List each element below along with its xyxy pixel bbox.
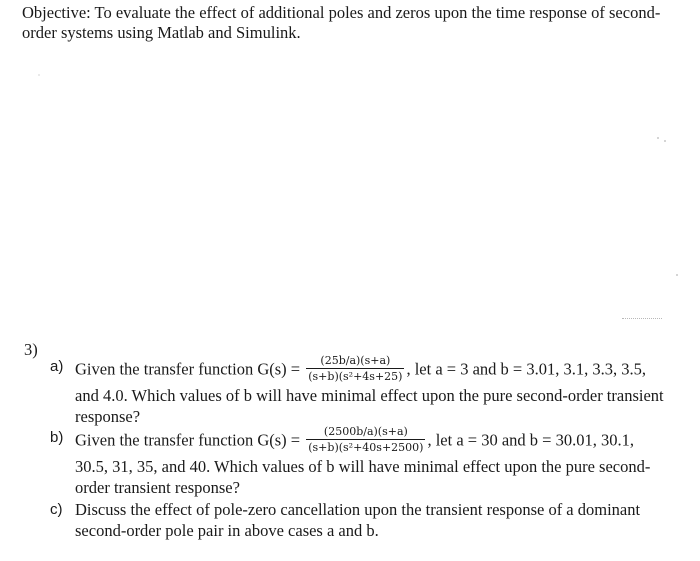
part-a-fraction: [306, 354, 404, 383]
part-a-suffix: , let a = 3 and b = 3.01, 3.1, 3.3, 3.5,: [406, 359, 646, 379]
part-c-text: Discuss the effect of pole-zero cancellation upon the transient response of a dominant second-order pole pair in above cases a and b.: [75, 500, 641, 540]
part-b-first-line: [75, 427, 680, 456]
scan-speck: [657, 137, 659, 139]
part-b-denominator: (s+b)(s²+40s+2500): [308, 441, 424, 454]
part-b-suffix: , let a = 30 and b = 30.01, 30.1,: [427, 430, 634, 450]
part-a-first-line: [75, 356, 680, 385]
part-a-letter: a): [50, 358, 64, 375]
part-c-letter: c): [50, 501, 63, 518]
scan-speck: [664, 140, 666, 142]
part-b-letter: b): [50, 429, 64, 446]
part-a-rest: and 4.0. Which values of b will have minimal effect upon the pure second-order transient response?: [75, 386, 664, 426]
part-a-denominator: (s+b)(s²+4s+25): [308, 370, 403, 383]
scan-speck: [38, 74, 40, 76]
part-b-prefix: Given the transfer function G(s) =: [75, 430, 305, 450]
part-a-numerator: (25b/a)(s+a): [306, 354, 404, 369]
scan-speck: [676, 274, 678, 276]
question-number: 3): [24, 340, 38, 359]
part-b: [50, 427, 680, 498]
scan-artifact-dots: [622, 318, 662, 321]
part-b-numerator: (2500b/a)(s+a): [306, 425, 425, 440]
objective-paragraph: Objective: To evaluate the effect of additional poles and zeros upon the time response of second-order systems using Matlab and Simulink.: [22, 3, 661, 42]
part-b-rest: 30.5, 31, 35, and 40. Which values of b will have minimal effect upon the pure second-order transient response?: [75, 457, 651, 497]
part-c: [50, 499, 680, 541]
part-b-fraction: [306, 425, 425, 454]
part-a-prefix: Given the transfer function G(s) =: [75, 359, 305, 379]
part-a: [50, 356, 680, 427]
